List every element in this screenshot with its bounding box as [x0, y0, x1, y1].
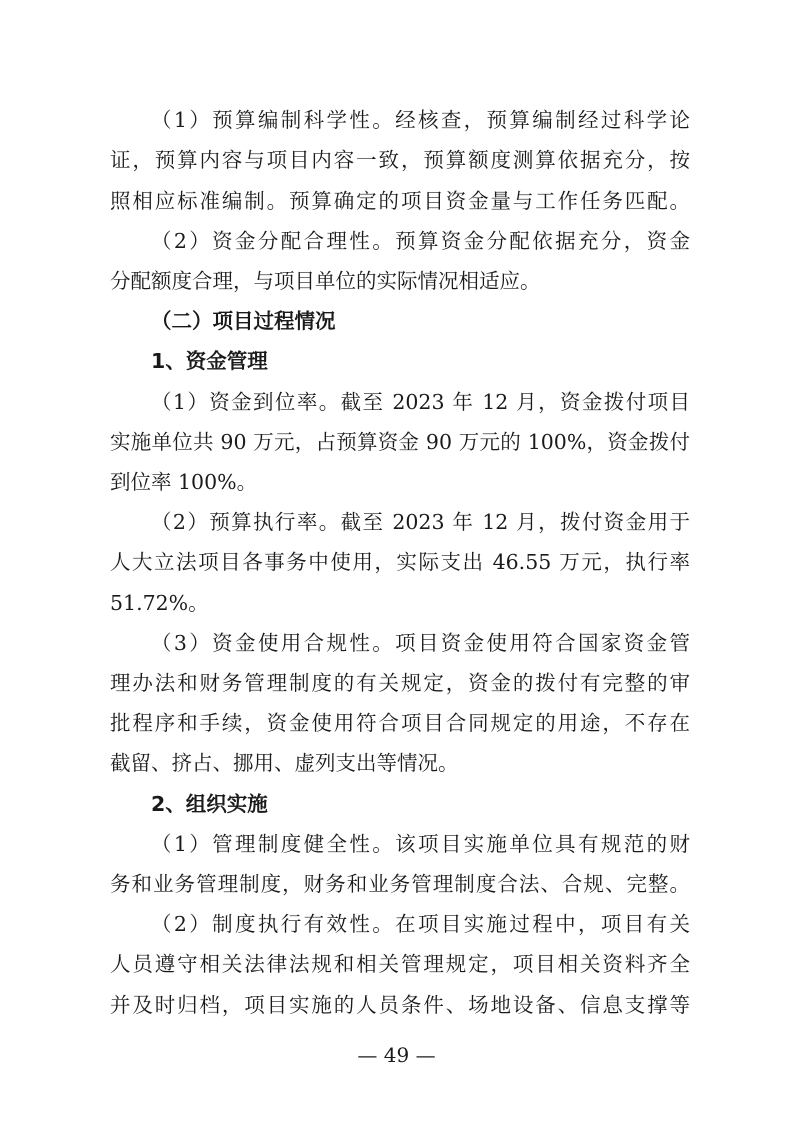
- text-line: 务和业务管理制度，财务和业务管理制度合法、合规、完整。: [110, 872, 690, 896]
- text-line: 分配额度合理，与项目单位的实际情况相适应。: [110, 269, 541, 293]
- text-line: （1）管理制度健全性。该项目实施单位具有规范的财: [151, 832, 690, 856]
- text-line: 照相应标准编制。预算确定的项目资金量与工作任务匹配。: [110, 189, 690, 213]
- text-line: （1）预算编制科学性。经核查，预算编制经过科学论: [151, 108, 690, 132]
- text-line: （3）资金使用合规性。项目资金使用符合国家资金管: [151, 631, 690, 655]
- page-number: — 49 —: [357, 1043, 436, 1067]
- text-line: 人大立法项目各事务中使用，实际支出 46.55 万元，执行率: [110, 550, 690, 574]
- text-line: 截留、挤占、挪用、虚列支出等情况。: [110, 751, 459, 775]
- section-heading: （二）项目过程情况: [151, 309, 336, 333]
- text-line: 批程序和手续，资金使用符合项目合同规定的用途，不存在: [110, 711, 690, 735]
- text-line: （2）预算执行率。截至 2023 年 12 月，拨付资金用于: [151, 510, 690, 534]
- subsection-heading: 2、组织实施: [151, 792, 268, 816]
- text-line: 并及时归档，项目实施的人员条件、场地设备、信息支撑等: [110, 993, 690, 1017]
- text-line: （2）制度执行有效性。在项目实施过程中，项目有关: [151, 912, 690, 936]
- text-line: 证，预算内容与项目内容一致，预算额度测算依据充分，按: [110, 148, 690, 172]
- text-line: （1）资金到位率。截至 2023 年 12 月，资金拨付项目: [151, 390, 690, 414]
- text-line: 实施单位共 90 万元，占预算资金 90 万元的 100%，资金拨付: [110, 430, 690, 454]
- text-line: （2）资金分配合理性。预算资金分配依据充分，资金: [151, 229, 690, 253]
- text-line: 理办法和财务管理制度的有关规定，资金的拨付有完整的审: [110, 671, 690, 695]
- subsection-heading: 1、资金管理: [151, 349, 268, 373]
- text-line: 人员遵守相关法律法规和相关管理规定，项目相关资料齐全: [110, 952, 690, 976]
- text-line: 到位率 100%。: [110, 470, 258, 494]
- text-line: 51.72%。: [110, 591, 209, 615]
